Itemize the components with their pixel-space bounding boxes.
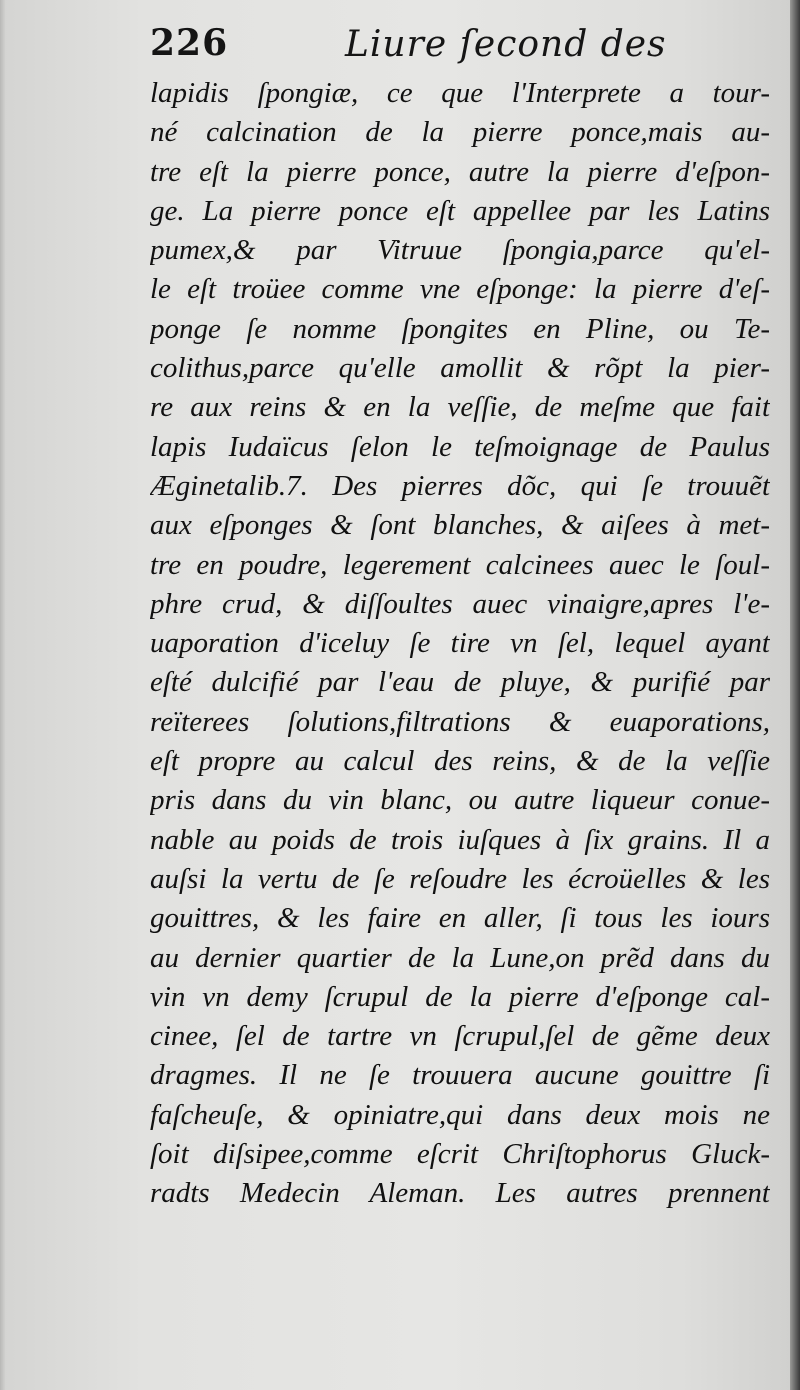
text-line-4: ge. La pierre ponce eſt appellee par les Latins [150, 194, 770, 227]
text-line-15: uaporation d'iceluy ſe tire vn ſel, lequel ayant [150, 627, 770, 660]
text-line-12: aux eſponges & ſont blanches, & aiſees à met- [150, 509, 770, 542]
text-line-20: nable au poids de trois iuſques à ſix grains. Il a [150, 823, 770, 856]
text-line-10: lapis Iudaïcus ſelon le teſmoignage de Paulus [150, 430, 770, 463]
page-number: 226 [150, 22, 229, 64]
text-line-24: vin vn demy ſcrupul de la pierre d'eſponge cal- [150, 980, 770, 1013]
text-line-6: le eſt troüee comme vne eſponge: la pierre d'eſ- [150, 273, 770, 306]
text-line-16: eſté dulcifié par l'eau de pluye, & purifié par [150, 666, 770, 699]
text-line-23: au dernier quartier de la Lune,on prẽd dans du [150, 941, 770, 974]
text-line-3: tre eſt la pierre ponce, autre la pierre d'eſpon- [150, 155, 770, 188]
text-line-2: né calcination de la pierre ponce,mais au- [150, 116, 770, 149]
running-head: Liure ſecond des [345, 24, 667, 65]
page-left-edge [0, 0, 6, 1390]
text-line-25: cinee, ſel de tartre vn ſcrupul,ſel de gẽme deux [150, 1020, 770, 1053]
page-header [150, 22, 750, 72]
text-line-14: phre crud, & diſſoultes auec vinaigre,apres l'e- [150, 587, 770, 620]
text-line-1: lapidis ſpongiæ, ce que l'Interprete a tour- [150, 77, 770, 109]
text-line-28: ſoit diſsipee,comme eſcrit Chriſtophorus Gluck- [150, 1138, 770, 1171]
text-line-22: gouittres, & les faire en aller, ſi tous les iours [150, 902, 770, 935]
text-line-17: reïterees ſolutions,filtrations & euaporations, [150, 705, 770, 738]
text-line-29: radts Medecin Aleman. Les autres prennent [150, 1177, 770, 1210]
body-text [150, 74, 770, 1214]
text-line-5: pumex,& par Vitruue ſpongia,parce qu'el- [150, 234, 770, 267]
text-line-21: auſsi la vertu de ſe reſoudre les écroüelles & les [150, 862, 770, 895]
text-line-9: re aux reins & en la veſſie, de meſme que fait [150, 391, 770, 424]
text-line-7: ponge ſe nomme ſpongites en Pline, ou Te- [150, 312, 770, 345]
text-line-8: colithus,parce qu'elle amollit & rõpt la pier- [150, 352, 770, 385]
text-line-18: eſt propre au calcul des reins, & de la veſſie [150, 745, 770, 778]
page-right-edge-shadow [790, 0, 800, 1390]
text-line-26: dragmes. Il ne ſe trouuera aucune gouittre ſi [150, 1059, 770, 1092]
text-line-19: pris dans du vin blanc, ou autre liqueur conue- [150, 784, 770, 817]
text-line-11: Æginetalib.7. Des pierres dõc, qui ſe trouuẽt [150, 469, 770, 502]
text-line-13: tre en poudre, legerement calcinees auec le ſoul- [150, 548, 770, 581]
text-line-27: faſcheuſe, & opiniatre,qui dans deux mois ne [150, 1098, 770, 1131]
